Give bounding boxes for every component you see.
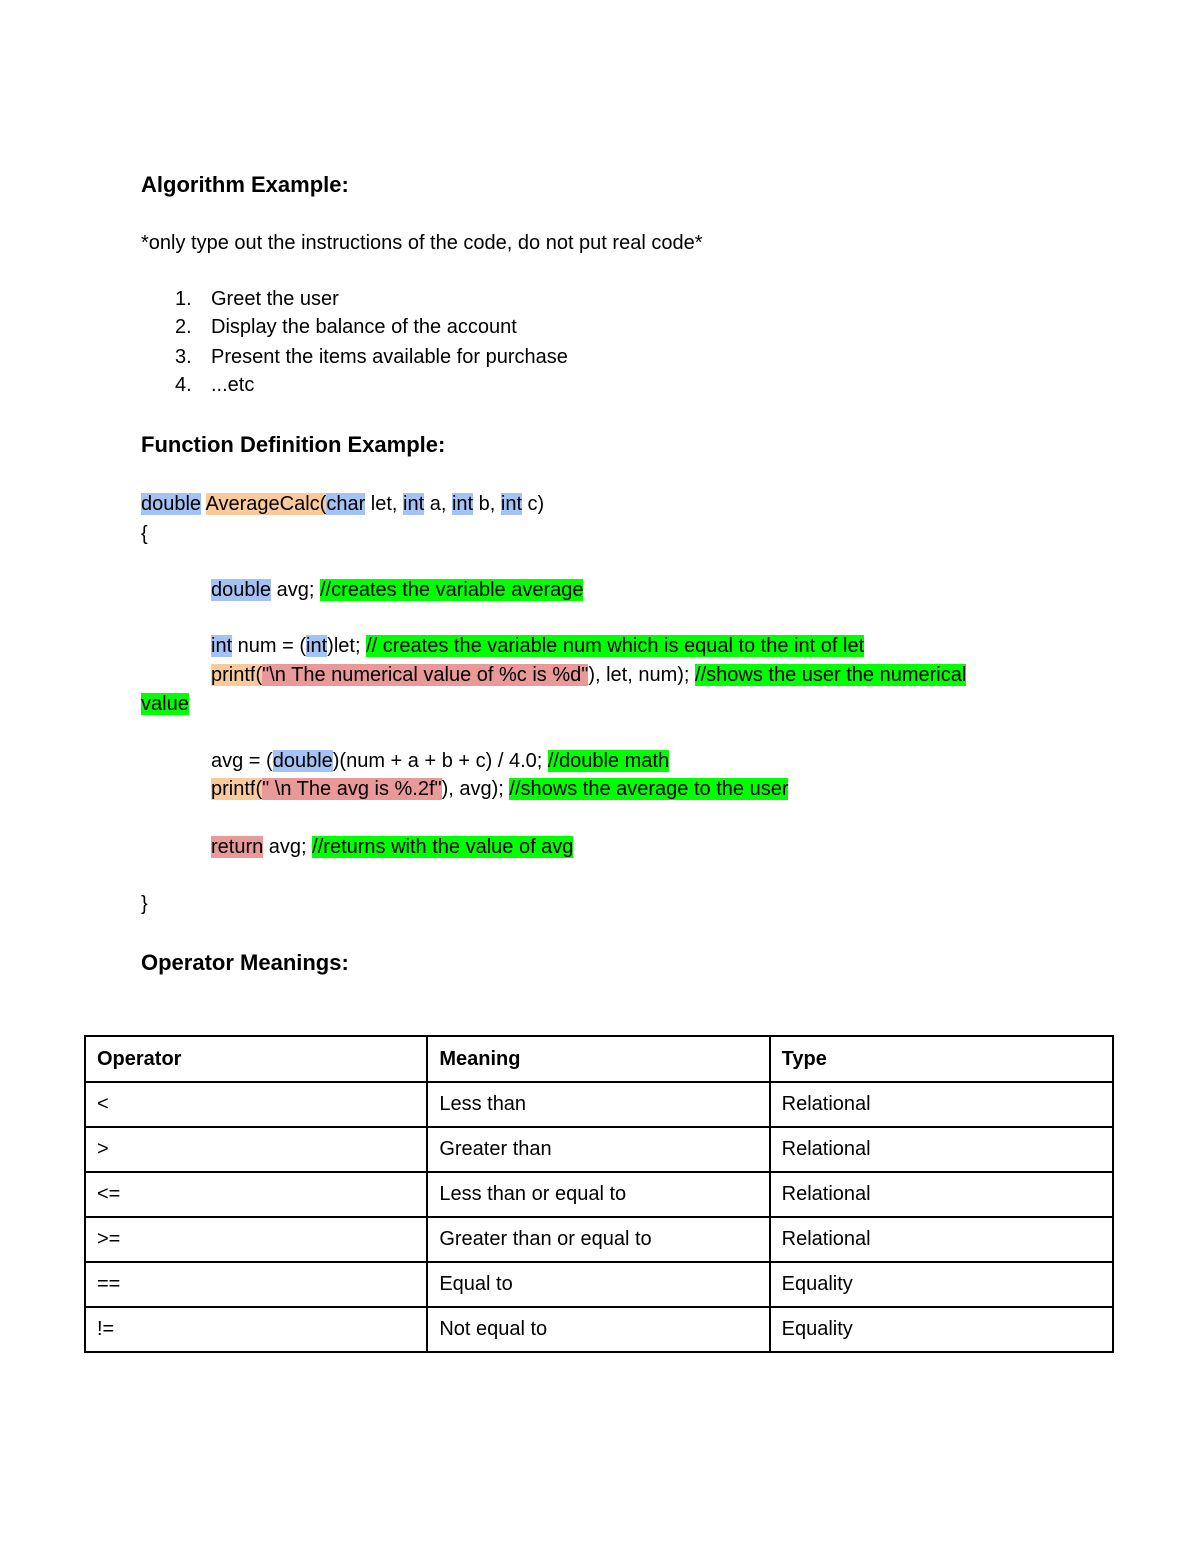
table-cell: Relational	[770, 1127, 1113, 1172]
keyword-double: double	[211, 579, 272, 601]
algorithm-heading: Algorithm Example:	[141, 172, 349, 197]
keyword-double: double	[272, 750, 333, 772]
list-item-number: 2.	[175, 316, 192, 338]
table-cell: ==	[85, 1262, 427, 1307]
code-comment: value	[141, 693, 189, 715]
keyword-double: double	[141, 493, 202, 515]
list-item: Display the balance of the account	[211, 316, 517, 338]
code-comment: //double math	[547, 750, 670, 772]
keyword-int: int	[500, 493, 522, 515]
function-signature	[141, 491, 544, 517]
keyword-int: int	[306, 635, 328, 657]
table-row	[85, 1307, 1113, 1352]
code-comment: //returns with the value of avg	[312, 836, 574, 858]
function-name: AverageCalc	[205, 493, 320, 515]
table-row	[85, 1217, 1113, 1262]
code-text: let,	[365, 493, 404, 515]
code-text: c)	[522, 493, 545, 515]
table-cell: >=	[85, 1217, 427, 1262]
code-text: avg;	[271, 579, 320, 601]
keyword-int: int	[403, 493, 425, 515]
table-header-row	[85, 1036, 1113, 1082]
code-comment-wrap	[141, 691, 189, 717]
table-cell: Equality	[770, 1262, 1113, 1307]
code-text: a,	[424, 493, 452, 515]
code-string: "\n The numerical value of %c is %d"	[262, 664, 589, 686]
table-row	[85, 1127, 1113, 1172]
table-cell: Greater than	[427, 1127, 769, 1172]
code-text: )let;	[327, 635, 367, 657]
keyword-return: return	[211, 836, 264, 858]
code-text: ), avg);	[441, 778, 510, 800]
column-header-meaning: Meaning	[427, 1036, 769, 1082]
table-cell: Relational	[770, 1172, 1113, 1217]
table-row	[85, 1262, 1113, 1307]
table-cell: Relational	[770, 1082, 1113, 1127]
code-comment: //shows the user the numerical	[695, 664, 967, 686]
code-line-declare-avg	[211, 577, 583, 603]
code-paren: (	[255, 778, 263, 800]
table-row	[85, 1082, 1113, 1127]
code-comment: //shows the average to the user	[509, 778, 789, 800]
close-brace: }	[141, 893, 148, 915]
code-comment: // creates the variable num which is equal to the int of let	[366, 635, 865, 657]
operator-table	[84, 1035, 1114, 1353]
code-text: num = (	[232, 635, 307, 657]
code-comment: //creates the variable average	[319, 579, 584, 601]
function-printf: printf	[211, 778, 256, 800]
function-heading: Function Definition Example:	[141, 432, 446, 457]
code-line-declare-num	[211, 633, 864, 659]
code-text: avg;	[263, 836, 313, 858]
code-text: )(num + a + b + c) / 4.0;	[332, 750, 548, 772]
table-cell: Relational	[770, 1217, 1113, 1262]
code-text	[201, 493, 205, 515]
code-string: " \n The avg is %.2f"	[262, 778, 442, 800]
table-cell: Equality	[770, 1307, 1113, 1352]
table-cell: >	[85, 1127, 427, 1172]
table-cell: Less than	[427, 1082, 769, 1127]
table-cell: Not equal to	[427, 1307, 769, 1352]
operators-heading: Operator Meanings:	[141, 950, 349, 975]
code-line-printf-numeric	[211, 662, 966, 688]
keyword-int: int	[211, 635, 233, 657]
code-text: ), let, num);	[588, 664, 696, 686]
table-row	[85, 1172, 1113, 1217]
code-paren: (	[255, 664, 263, 686]
keyword-int: int	[451, 493, 474, 515]
code-line-printf-avg	[211, 776, 788, 802]
function-printf: printf	[211, 664, 256, 686]
code-paren: (	[319, 493, 327, 515]
table-cell: Less than or equal to	[427, 1172, 769, 1217]
open-brace: {	[141, 523, 148, 545]
code-line-compute-avg	[211, 748, 669, 774]
column-header-type: Type	[770, 1036, 1113, 1082]
table-cell: Greater than or equal to	[427, 1217, 769, 1262]
list-item-number: 1.	[175, 288, 192, 310]
column-header-operator: Operator	[85, 1036, 427, 1082]
code-text: b,	[473, 493, 501, 515]
code-text: avg = (	[211, 750, 273, 772]
list-item: Present the items available for purchase	[211, 346, 568, 368]
list-item: Greet the user	[211, 288, 339, 310]
code-line-return	[211, 834, 573, 860]
table-cell: <=	[85, 1172, 427, 1217]
algorithm-note: *only type out the instructions of the code, do not put real code*	[141, 232, 703, 254]
list-item-number: 3.	[175, 346, 192, 368]
table-cell: !=	[85, 1307, 427, 1352]
table-cell: <	[85, 1082, 427, 1127]
keyword-char: char	[326, 493, 366, 515]
table-cell: Equal to	[427, 1262, 769, 1307]
list-item: ...etc	[211, 374, 255, 396]
list-item-number: 4.	[175, 374, 192, 396]
